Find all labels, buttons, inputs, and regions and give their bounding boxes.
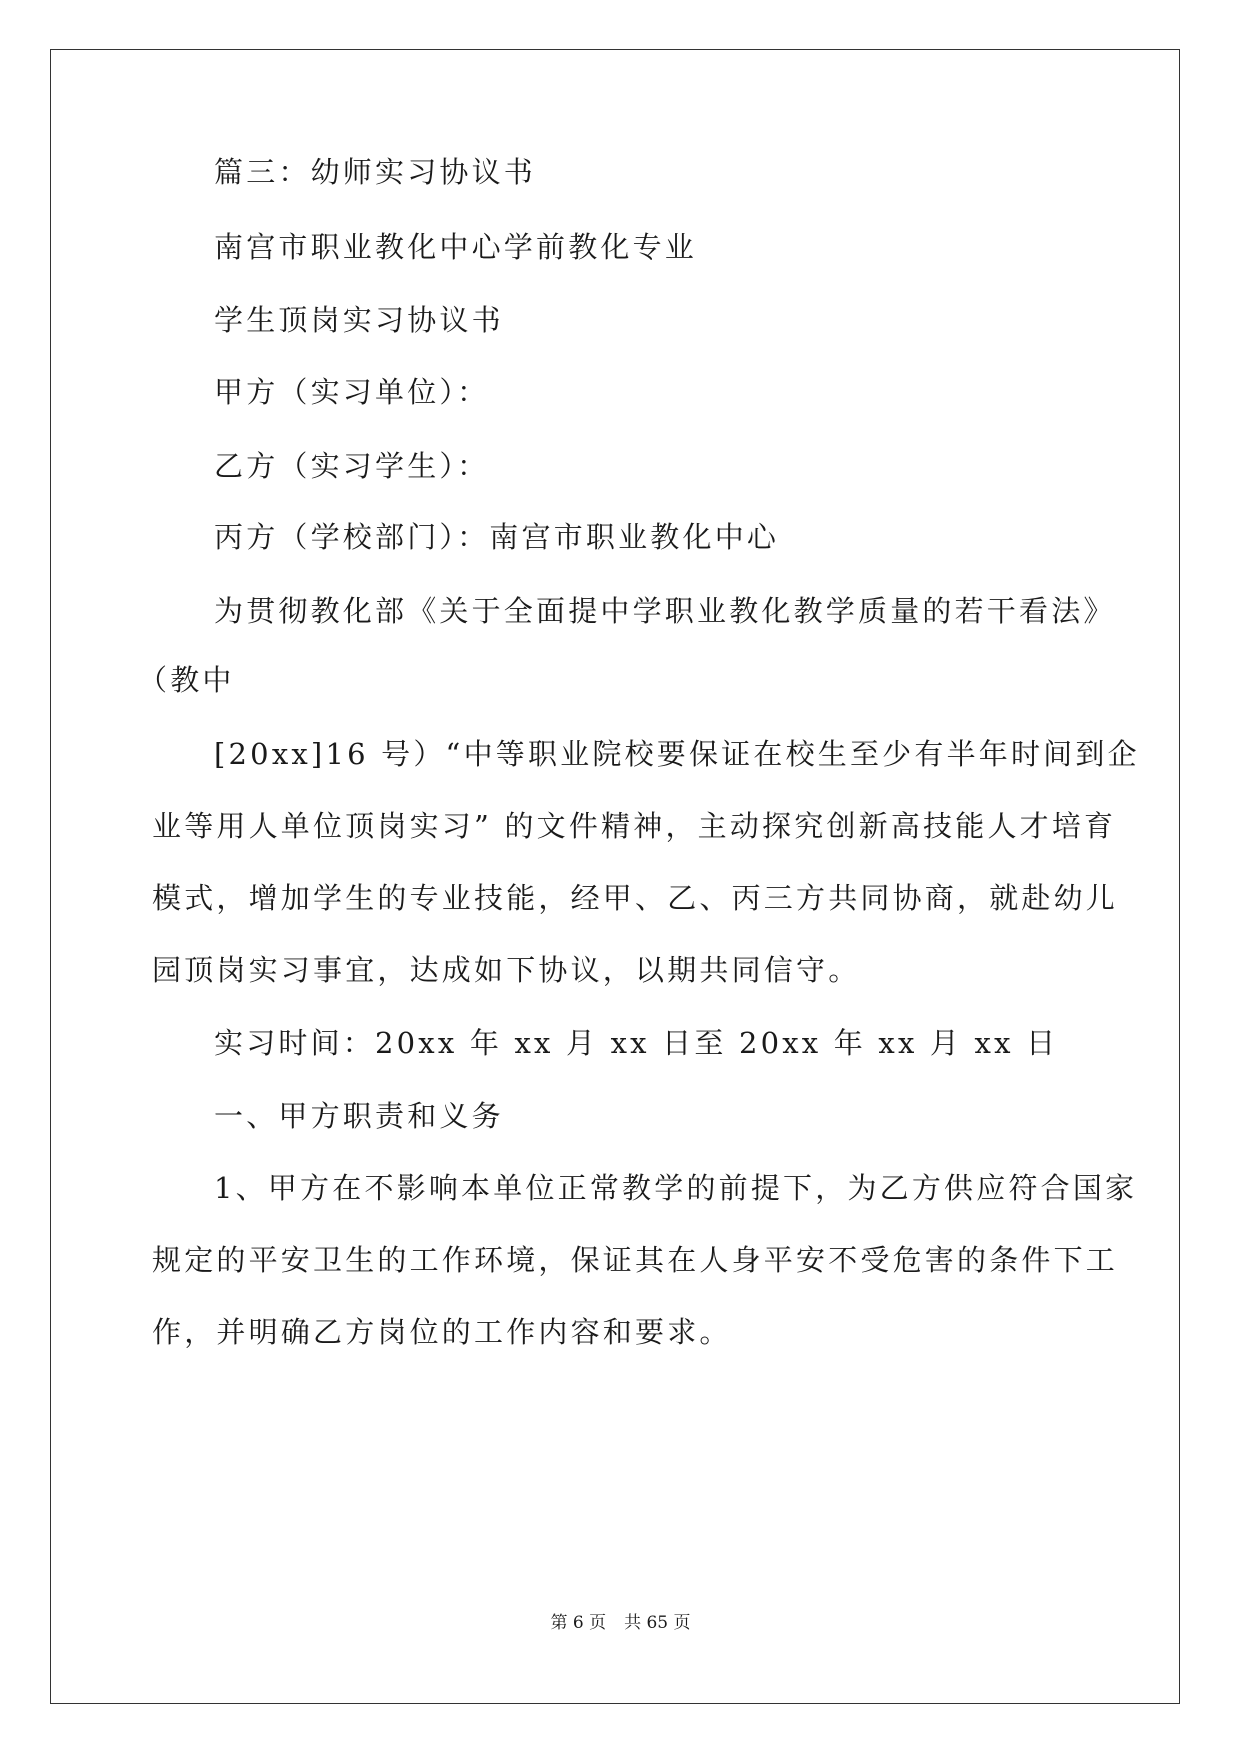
document-heading-line: 南宫市职业教化中心学前教化专业: [214, 230, 698, 264]
document-heading-line: 学生顶岗实习协议书: [214, 303, 504, 337]
paragraph-line: （教中: [138, 663, 235, 697]
page-number: 第 6 页: [550, 1613, 607, 1633]
section-heading: 一、甲方职责和义务: [214, 1099, 504, 1133]
paragraph-line: 园顶岗实习事宜，达成如下协议，以期共同信守。: [152, 953, 861, 987]
page-border: [50, 49, 1180, 1704]
internship-period-line: 实习时间：20xx 年 xx 月 xx 日至 20xx 年 xx 月 xx 日: [214, 1026, 1059, 1060]
paragraph-line: 为贯彻教化部《关于全面提中学职业教化教学质量的若干看法》: [214, 594, 1116, 628]
party-b-line: 乙方（实习学生）：: [214, 449, 490, 483]
page-total: 共 65 页: [624, 1613, 691, 1633]
paragraph-line: [20xx]16 号）“中等职业院校要保证在校生至少有半年时间到企: [214, 737, 1140, 771]
paragraph-line: 业等用人单位顶岗实习” 的文件精神，主动探究创新高技能人才培育: [152, 809, 1117, 843]
section-title: 篇三：幼师实习协议书: [214, 155, 537, 189]
party-a-line: 甲方（实习单位）：: [214, 375, 490, 409]
party-c-line: 丙方（学校部门）：南宫市职业教化中心: [214, 520, 780, 554]
paragraph-line: 作，并明确乙方岗位的工作内容和要求。: [152, 1315, 732, 1349]
paragraph-line: 1、甲方在不影响本单位正常教学的前提下，为乙方供应符合国家: [214, 1171, 1138, 1205]
page-footer: [0, 1608, 1241, 1633]
paragraph-line: 模式，增加学生的专业技能，经甲、乙、丙三方共同协商，就赴幼儿: [152, 881, 1119, 915]
paragraph-line: 规定的平安卫生的工作环境，保证其在人身平安不受危害的条件下工: [152, 1243, 1119, 1277]
